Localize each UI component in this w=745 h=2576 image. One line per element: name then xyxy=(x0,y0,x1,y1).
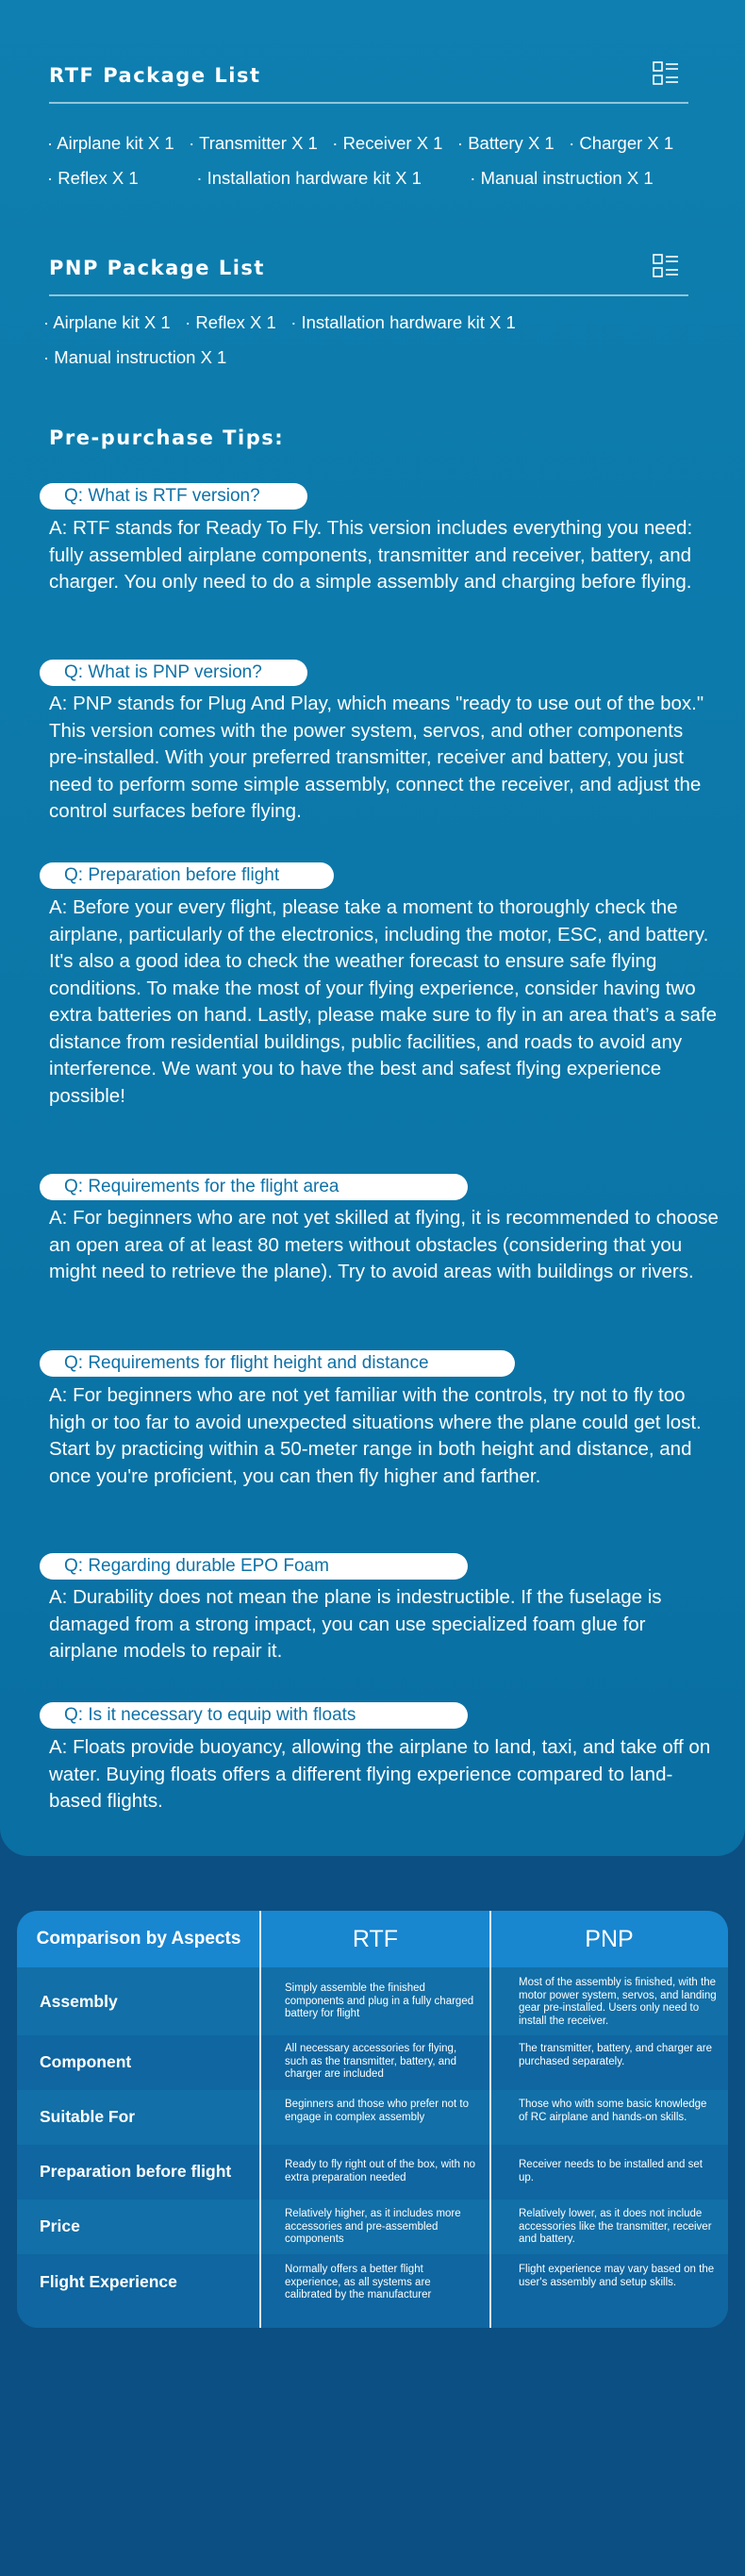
header-aspect-label: Comparison by Aspects xyxy=(36,1929,241,1949)
answer-text: A: For beginners who are not yet familiar with the controls, try not to fly too high or too far to avoid unexpected situations where the plane could get lost. Start by practicing within a 50-meter range in both height and distance, and once you're proficient, you can then fly higher and farther. xyxy=(49,1384,702,1487)
pnp-cell: Flight experience may vary based on the user's assembly and setup skills. xyxy=(519,2264,715,2288)
question-pill: Q: Requirements for the flight area xyxy=(40,1174,468,1200)
row-aspect: Price xyxy=(40,2216,80,2235)
question-pill: Q: Regarding durable EPO Foam xyxy=(40,1553,468,1580)
tips-title: Pre-purchase Tips: xyxy=(49,427,285,449)
column-divider xyxy=(259,1911,261,2328)
pnp-package-line-2: · Manual instruction X 1 xyxy=(43,347,227,367)
answer-text: A: Before your every flight, please take a moment to thoroughly check the airplane, particularly of the electronics, including the motor, ESC, and battery. It's also a good idea to check the weather forecast to ensure safe flying conditions. To make the most of your flying experience, consider having two extra batteries on hand. Lastly, please make sure to fly in an area that’s a safe distance from residential buildings, public facilities, and roads to avoid any interference. We want you to have the best and safest flying experience possible! xyxy=(49,896,718,1107)
table-header-rtf xyxy=(260,1911,490,1967)
answer-text: A: PNP stands for Plug And Play, which means "ready to use out of the box." This version comes with the power system, servos, and other components pre-installed. With your preferred transmitter, receiver and battery, you just need to perform some simple assembly, connect the receiver, and adjust the control surfaces before flying. xyxy=(49,693,704,822)
rtf-cell: Ready to fly right out of the box, with no extra preparation needed xyxy=(285,2159,476,2183)
rtf-package-title: RTF Package List xyxy=(49,64,261,87)
answer-text: A: For beginners who are not yet skilled at flying, it is recommended to choose an open area of at least 80 meters without obstacles (considering that you might need to retrieve the plane). Try to avoid areas with buildings or rivers. xyxy=(49,1207,719,1282)
pnp-package-header xyxy=(49,247,688,296)
row-aspect: Component xyxy=(40,2052,132,2071)
header-rtf-label: RTF xyxy=(352,1925,399,1952)
question-pill: Q: Is it necessary to equip with floats xyxy=(40,1702,468,1729)
table-row xyxy=(17,2035,728,2090)
pnp-package-line-1: · Airplane kit X 1 · Reflex X 1 · Installation hardware kit X 1 xyxy=(43,312,516,332)
rtf-cell: Normally offers a better flight experience, as all systems are calibrated by the manufacturer xyxy=(285,2264,432,2300)
table-row xyxy=(17,2145,728,2200)
rtf-cell: Beginners and those who prefer not to engage in complex assembly xyxy=(285,2099,469,2123)
comparison-table xyxy=(17,1911,728,2328)
table-row xyxy=(17,2090,728,2145)
table-row xyxy=(17,1967,728,2035)
answer-text: A: RTF stands for Ready To Fly. This version includes everything you need: fully assembled airplane components, transmitter and receiver, battery, and charger. You only need to do a simple assembly and charging before flying. xyxy=(49,517,693,593)
pnp-cell: Most of the assembly is finished, with the motor power system, servos, and landing gear pre-installed. Users only need to install the receiver. xyxy=(519,1977,717,2027)
answer-text: A: Floats provide buoyancy, allowing the airplane to land, taxi, and take off on water. Buying floats offers a different flying experience compared to land-based flights. xyxy=(49,1736,711,1812)
header-pnp-label: PNP xyxy=(585,1925,634,1952)
rtf-package-header xyxy=(49,55,688,104)
table-row xyxy=(17,2254,728,2328)
pnp-cell: The transmitter, battery, and charger are purchased separately. xyxy=(519,2043,712,2067)
pnp-package-title: PNP Package List xyxy=(49,257,265,279)
column-divider xyxy=(489,1911,491,2328)
question-pill: Q: What is RTF version? xyxy=(40,483,307,510)
row-aspect: Assembly xyxy=(40,1992,118,2011)
pnp-cell: Receiver needs to be installed and set up. xyxy=(519,2159,703,2183)
row-aspect: Suitable For xyxy=(40,2107,136,2126)
question-pill: Q: Requirements for flight height and distance xyxy=(40,1350,515,1377)
list-icon xyxy=(653,60,679,87)
row-aspect: Preparation before flight xyxy=(40,2162,232,2181)
rtf-cell: Relatively higher, as it includes more accessories and pre-assembled components xyxy=(285,2208,461,2245)
question-pill: Q: What is PNP version? xyxy=(40,660,307,686)
table-row xyxy=(17,2200,728,2254)
rtf-package-line-2: · Reflex X 1 · Installation hardware kit X 1 · Manual instruction X 1 xyxy=(47,168,654,188)
rtf-package-line-1: · Airplane kit X 1 · Transmitter X 1 · Receiver X 1 · Battery X 1 · Charger X 1 xyxy=(47,133,674,153)
table-header-pnp xyxy=(490,1911,728,1967)
table-header-aspect xyxy=(17,1911,260,1967)
question-pill: Q: Preparation before flight xyxy=(40,862,334,889)
pnp-cell: Those who with some basic knowledge of RC airplane and hands-on skills. xyxy=(519,2099,707,2123)
row-aspect: Flight Experience xyxy=(40,2272,177,2291)
list-icon xyxy=(653,253,679,279)
rtf-cell: Simply assemble the finished components and plug in a fully charged battery for flight xyxy=(285,1982,474,2019)
answer-text: A: Durability does not mean the plane is indestructible. If the fuselage is damaged from a strong impact, you can use specialized foam glue for airplane models to repair it. xyxy=(49,1586,662,1662)
pnp-cell: Relatively lower, as it does not include accessories like the transmitter, receiver and battery. xyxy=(519,2208,712,2245)
rtf-cell: All necessary accessories for flying, such as the transmitter, battery, and charger are included xyxy=(285,2043,457,2080)
